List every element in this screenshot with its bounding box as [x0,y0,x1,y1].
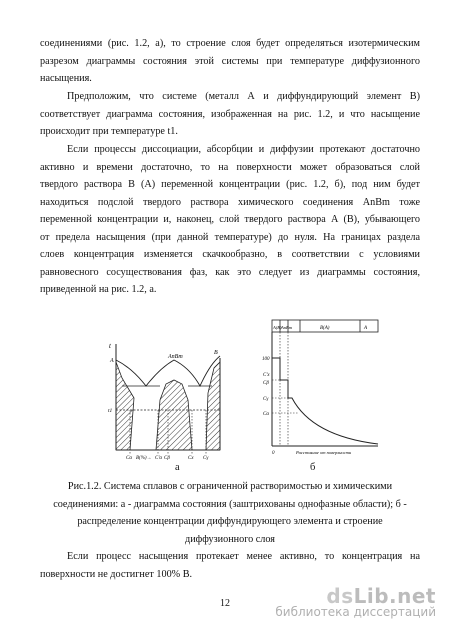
text-line: слоев концентрация изменяется скачкообразно, в соответствии с условиями [40,249,420,260]
label-A: A [364,326,368,331]
text-line: Если процессы диссоциации, абсорбции и диффузии протекают достаточно [67,144,420,155]
text-line: соединениями (рис. 1.2, а), то строение слоя будет определяться изотермическим [40,38,420,49]
label-Ca: Cα [263,412,269,417]
text-line: Предположим, что системе (металл А и диффундирующий элемент В) [67,91,420,102]
label-B: B [214,350,218,356]
label-AnBm: AnBm [281,325,292,330]
label-AnBm: AnBm [168,354,183,360]
text-line: разрезом диаграммы состояния этой системы при температуре диффузионного [40,55,420,67]
watermark-brand-ds: ds [326,584,354,608]
label-A-B: A(B) [273,325,282,330]
text-line: твердого раствора В (А) переменной концентрации (рис. 1.2, б), под ним будет [40,179,420,190]
axis-label-t: t [109,342,111,350]
paragraph-final [40,548,420,583]
label-B-percent: B(%)→ [136,456,152,460]
label-Cb: Cβ [164,456,170,460]
watermark-subtitle: библиотека диссертаций [275,605,436,619]
label-Cx: Cx [188,456,194,460]
label-A: A [110,358,114,364]
paragraph-1 [40,35,420,88]
caption-line: диффузионного слоя [185,533,275,545]
text-line: равновесного сосуществования фаз, как это следует из диаграммы состояния, [40,266,420,278]
phase-diagram-a [108,338,228,460]
figure-label-a: а [175,462,180,473]
text-line: находиться подслой твердого раствора химического соединения АnВm тоже [40,196,420,208]
paragraph-3 [40,141,420,299]
text-line: происходит при температуре t1. [40,126,178,137]
caption-line: распределение концентрации диффундирующего элемента и строение [77,516,383,527]
watermark[interactable] [275,584,436,619]
label-Ca: Cα [126,456,132,460]
label-Ca-prime: C'α [155,456,163,460]
text-line: от предела насыщения (при данной температуре) до нуля. На границах раздела [40,231,420,243]
label-t1: t1 [108,408,113,414]
caption-line: Рис.1.2. Система сплавов с ограниченной растворимостью и химическими [67,481,393,492]
text-line: активно и времени достаточно, то на поверхности может образоваться слой [40,161,420,173]
figure-caption [40,478,420,548]
label-Cg: Cγ [263,397,269,402]
label-Cg: Cγ [203,456,209,460]
caption-line: соединениями: а - диаграмма состояния (заштрихованы однофазные области); б - [53,498,407,510]
label-zero: 0 [272,451,275,456]
text-line: переменной концентрации и, наконец, слой твердого раствора А (В), убывающего [40,214,420,225]
concentration-diagram-b [262,318,380,460]
page-number: 12 [220,598,230,609]
text-line: приведенной на рис. 1.2, а. [40,284,157,295]
watermark-brand-rest: Lib.net [353,584,436,608]
text-line: соответствует диаграмма состояния, изображенная на рис. 1.2, и что насыщение [40,108,420,120]
label-Cx-prime: C'x [263,373,270,378]
text-line: насыщения. [40,73,92,84]
label-B-A: B(A) [320,326,330,331]
text-line: поверхности не достигнет 100% В. [40,568,193,580]
paragraph-2 [40,88,420,141]
figure-label-b: б [310,462,316,473]
axis-label-distance: Расстояние от поверхности [296,450,352,455]
label-100: 100 [262,357,270,362]
label-Cb: Cβ [263,381,269,386]
text-line: Если процесс насыщения протекает менее активно, то концентрация на [67,551,420,562]
